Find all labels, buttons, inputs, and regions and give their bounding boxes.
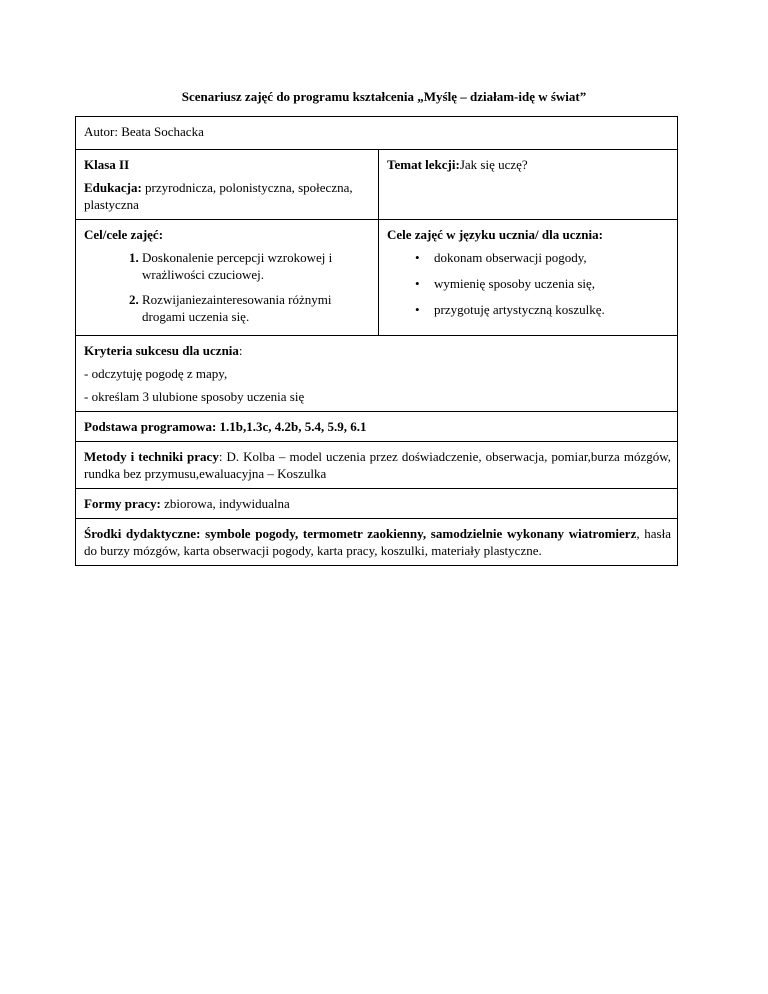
student-goal-item [387,249,671,266]
education-info [84,179,372,213]
document-title: Scenariusz zajęć do programu kształcenia „Myślę – działam-idę w świat” [181,89,587,104]
criteria-item: - odczytuję pogodę z mapy, [84,366,228,381]
author: Autor: Beata Sochacka [84,124,204,139]
student-goal-text: wymienię sposoby uczenia się, [434,276,596,291]
materials-value: , hasła do burzy mózgów, karta obserwacji pogody, karta pracy, koszulki, materiały plastyczne. [84,526,671,558]
bullet-icon: • [415,276,420,291]
criteria-heading [84,342,671,359]
forms-value: zbiorowa, indywidualna [160,496,290,511]
bullet-icon: • [415,250,420,265]
curriculum-cell [76,412,678,442]
criteria-colon: : [238,343,243,358]
curriculum-row [76,412,678,442]
lesson-plan-table [75,116,678,566]
criteria-label: Kryteria sukcesu dla ucznia [84,343,239,358]
author-cell [76,117,678,150]
education-value: przyrodnicza, polonistyczna, społeczna, plastyczna [84,180,353,212]
class-label: Klasa II [84,157,130,172]
student-goal-text: przygotuję artystyczną koszulkę. [434,302,605,317]
author-row [76,117,678,150]
student-goal-text: dokonam obserwacji pogody, [434,250,587,265]
goals-list [84,249,372,325]
goal-item: 1. Doskonalenie percepcji wzrokowej i wrażliwości czuciowej. [142,249,372,283]
student-goal-item [387,301,671,318]
forms-cell [76,489,678,519]
topic-value: Jak się uczę? [459,157,528,172]
curriculum-label: Podstawa programowa: 1.1b,1.3c, 4.2b, 5.4, 5.9, 6.1 [84,419,367,434]
materials-row [76,519,678,566]
goals-cell [76,220,379,336]
topic-info [387,156,671,173]
student-goals-label: Cele zajęć w języku ucznia/ dla ucznia: [387,227,603,242]
forms-label: Formy pracy: [84,496,161,511]
methods-row [76,442,678,489]
class-cell [76,150,379,220]
student-goal-item [387,275,671,292]
methods-value: : D. Kolba – model uczenia przez doświadczenie, obserwacja, pomiar,burza mózgów, rundka bez przymusu,ewaluacyjna – Koszulka [84,449,672,481]
goal-item: 2. Rozwijaniezainteresowania różnymi drogami uczenia się. [142,291,372,325]
education-label: Edukacja: [84,180,142,195]
bullet-icon: • [415,302,420,317]
criteria-row [76,336,678,412]
criteria-item: - określam 3 ulubione sposoby uczenia się [84,389,305,404]
topic-label: Temat lekcji: [387,157,460,172]
student-goals-cell [379,220,678,336]
forms-row [76,489,678,519]
student-goals-list [387,249,671,318]
topic-cell [379,150,678,220]
goals-label: Cel/cele zajęć: [84,227,164,242]
methods-label: Metody i techniki pracy [84,449,219,464]
class-row [76,150,678,220]
materials-cell [76,519,678,566]
goals-row [76,220,678,336]
methods-cell [76,442,678,489]
criteria-cell [76,336,678,412]
materials-label: Środki dydaktyczne: symbole pogody, termometr zaokienny, samodzielnie wykonany wiatromierz [84,526,637,541]
